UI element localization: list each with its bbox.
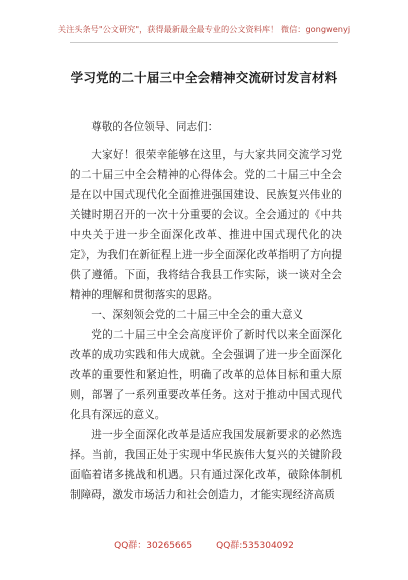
document-body [70, 117, 342, 505]
body-paragraph: 大家好！很荣幸能够在这里，与大家共同交流学习党的二十届三中全会精神的心得体会。党的二十届三中全会是在以中国式现代化全面推进强国建设、民族复兴伟业的关键时期召开的一次十分重要的会议。全会通过的《中共中央关于进一步全面深化改革、推进中国式现代化的决定》，为我们在新征程上进一步全面深化改革指明了方向提供了遵循。下面，我将结合我县工作实际，谈一谈对全会精神的理解和贯彻落实的思路。 [70, 149, 342, 301]
section-heading: 一、深刻领会党的二十届三中全会的重大意义 [91, 309, 304, 321]
document-title: 学习党的二十届三中全会精神交流研讨发言材料 [70, 70, 338, 85]
header-divider [70, 42, 338, 43]
footer-qq-group-1: QQ群：30265665 [114, 541, 193, 551]
footer-qq-group-2: QQ群:535304092 [216, 541, 294, 551]
body-paragraph: 党的二十届三中全会高度评价了新时代以来全面深化改革的成功实践和伟大成就。全会强调了进一步全面深化改革的重要性和紧迫性，明确了改革的总体目标和重大原则，部署了一系列重要改革任务。这对于推动中国式现代化具有深远的意义。 [70, 329, 342, 421]
footer-contact [0, 538, 408, 551]
header-note: 关注头条号"公文研究"，获得最新最全最专业的公文资料库！ 微信：gongwenyj [57, 24, 351, 34]
greeting: 尊敬的各位领导、同志们： [91, 121, 219, 133]
body-paragraph: 进一步全面深化改革是适应我国发展新要求的必然选择。当前，我国正处于实现中华民族伟大复兴的关键阶段面临着诸多挑战和机遇。只有通过深化改革，破除体制机制障碍，激发市场活力和社会创造力，才能实现经济高质 [70, 429, 342, 501]
